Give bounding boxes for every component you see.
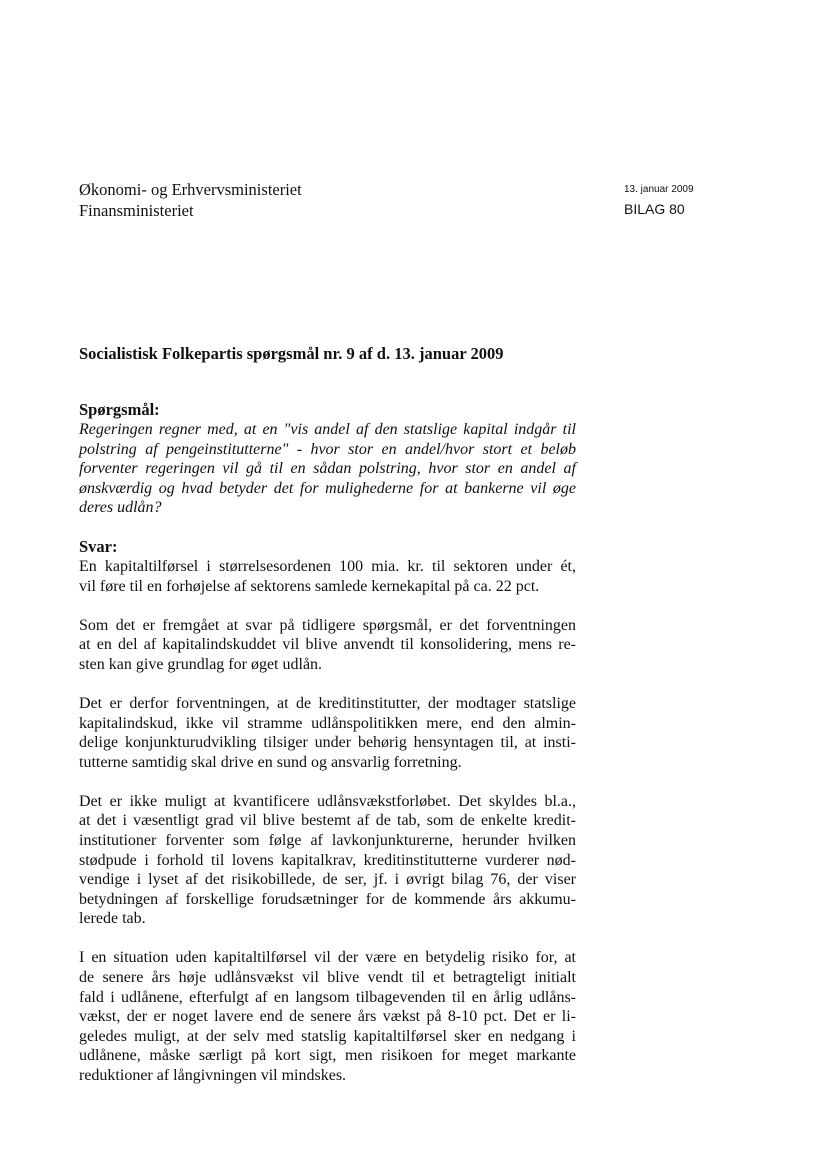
text-line: I en situation uden kapitaltilførsel vil der være en betydelig risiko for, at xyxy=(79,949,576,967)
text-line: kapitalindskud, ikke vil stramme udlånspolitikken mere, end den almin- xyxy=(79,714,576,732)
text-line: Regeringen regner med, at en "vis andel af den statslige kapital indgår til xyxy=(79,421,576,438)
answer-paragraph xyxy=(79,616,576,675)
text-line: En kapitaltilførsel i størrelsesordenen 100 mia. kr. til sektoren under ét, xyxy=(79,557,576,575)
text-line: vækst, der er noget lavere end de senere års vækst på 8-10 pct. Det er li- xyxy=(79,1008,576,1026)
text-line: betydningen af forskellige forudsætninger for de kommende års akkumu- xyxy=(79,890,576,908)
sender-block xyxy=(79,180,302,221)
answer-paragraph xyxy=(79,557,576,596)
answer-paragraph xyxy=(79,948,576,1085)
text-line: sten kan give grundlag for øget udlån. xyxy=(79,655,323,673)
text-line: fald i udlånene, efterfulgt af en langsom tilbagevenden til en årlig udlåns- xyxy=(79,988,576,1006)
answer-heading: Svar: xyxy=(79,536,118,556)
text-line: vendige i lyset af det risikobillede, de ser, jf. i øvrigt bilag 76, der viser xyxy=(79,871,576,889)
text-line: de senere års høje udlånsvækst vil blive vendt til et betragteligt initialt xyxy=(79,969,576,987)
text-line: stødpude i forhold til lovens kapitalkrav, kreditinstitutterne vurderer nød- xyxy=(79,851,576,869)
question-text xyxy=(79,420,576,518)
answer-paragraph xyxy=(79,792,576,929)
text-line: delige konjunkturudvikling tilsiger under behørig hensyntagen til, at insti- xyxy=(79,734,576,752)
answer-paragraph xyxy=(79,694,576,772)
ministry-name: Finansministeriet xyxy=(79,200,194,220)
document-date: 13. januar 2009 xyxy=(624,184,694,195)
text-line: reduktioner af långivningen vil mindskes. xyxy=(79,1067,347,1085)
text-line: lerede tab. xyxy=(79,910,146,928)
text-line: vil føre til en forhøjelse af sektorens samlede kernekapital på ca. 22 pct. xyxy=(79,577,540,595)
document-body xyxy=(79,400,576,1086)
text-line: tutterne samtidig skal drive en sund og ansvarlig forretning. xyxy=(79,753,462,771)
question-heading: Spørgsmål: xyxy=(79,400,160,419)
text-line: Det er derfor forventningen, at de kreditinstitutter, der modtager statslige xyxy=(79,694,576,712)
text-line: at det i væsentligt grad vil blive bestemt af de tab, som de enkelte kredit- xyxy=(79,812,576,830)
text-line: forventer regeringen vil gå til en sådan polstring, hvor stor en andel af xyxy=(79,460,576,478)
document-meta xyxy=(624,183,694,219)
text-line: deres udlån? xyxy=(79,499,162,517)
ministry-name: Økonomi- og Erhvervsministeriet xyxy=(79,180,302,199)
text-line: geledes muligt, at der selv med statslig kapitaltilførsel sker en nedgang i xyxy=(79,1027,576,1045)
question-section xyxy=(79,400,576,518)
text-line: Det er ikke muligt at kvantificere udlånsvækstforløbet. Det skyldes bl.a., xyxy=(79,792,576,810)
text-line: ønskværdig og hvad betyder det for mulighederne for at bankerne vil øge xyxy=(79,479,576,497)
text-line: at en del af kapitalindskuddet vil blive anvendt til konsolidering, mens re- xyxy=(79,636,576,654)
bilag-number: BILAG 80 xyxy=(624,201,685,217)
text-line: Som det er fremgået at svar på tidligere spørgsmål, er det forventningen xyxy=(79,616,576,634)
answer-section xyxy=(79,537,576,1086)
text-line: udlånene, måske særligt på kort sigt, men risikoen for meget markante xyxy=(79,1047,576,1065)
text-line: polstring af pengeinstitutterne" - hvor stor en andel/hvor stort et beløb xyxy=(79,440,576,458)
text-line: institutioner forventer som følge af lavkonjunkturerne, herunder hvilken xyxy=(79,832,576,849)
document-title: Socialistisk Folkepartis spørgsmål nr. 9 af d. 13. januar 2009 xyxy=(79,344,504,363)
